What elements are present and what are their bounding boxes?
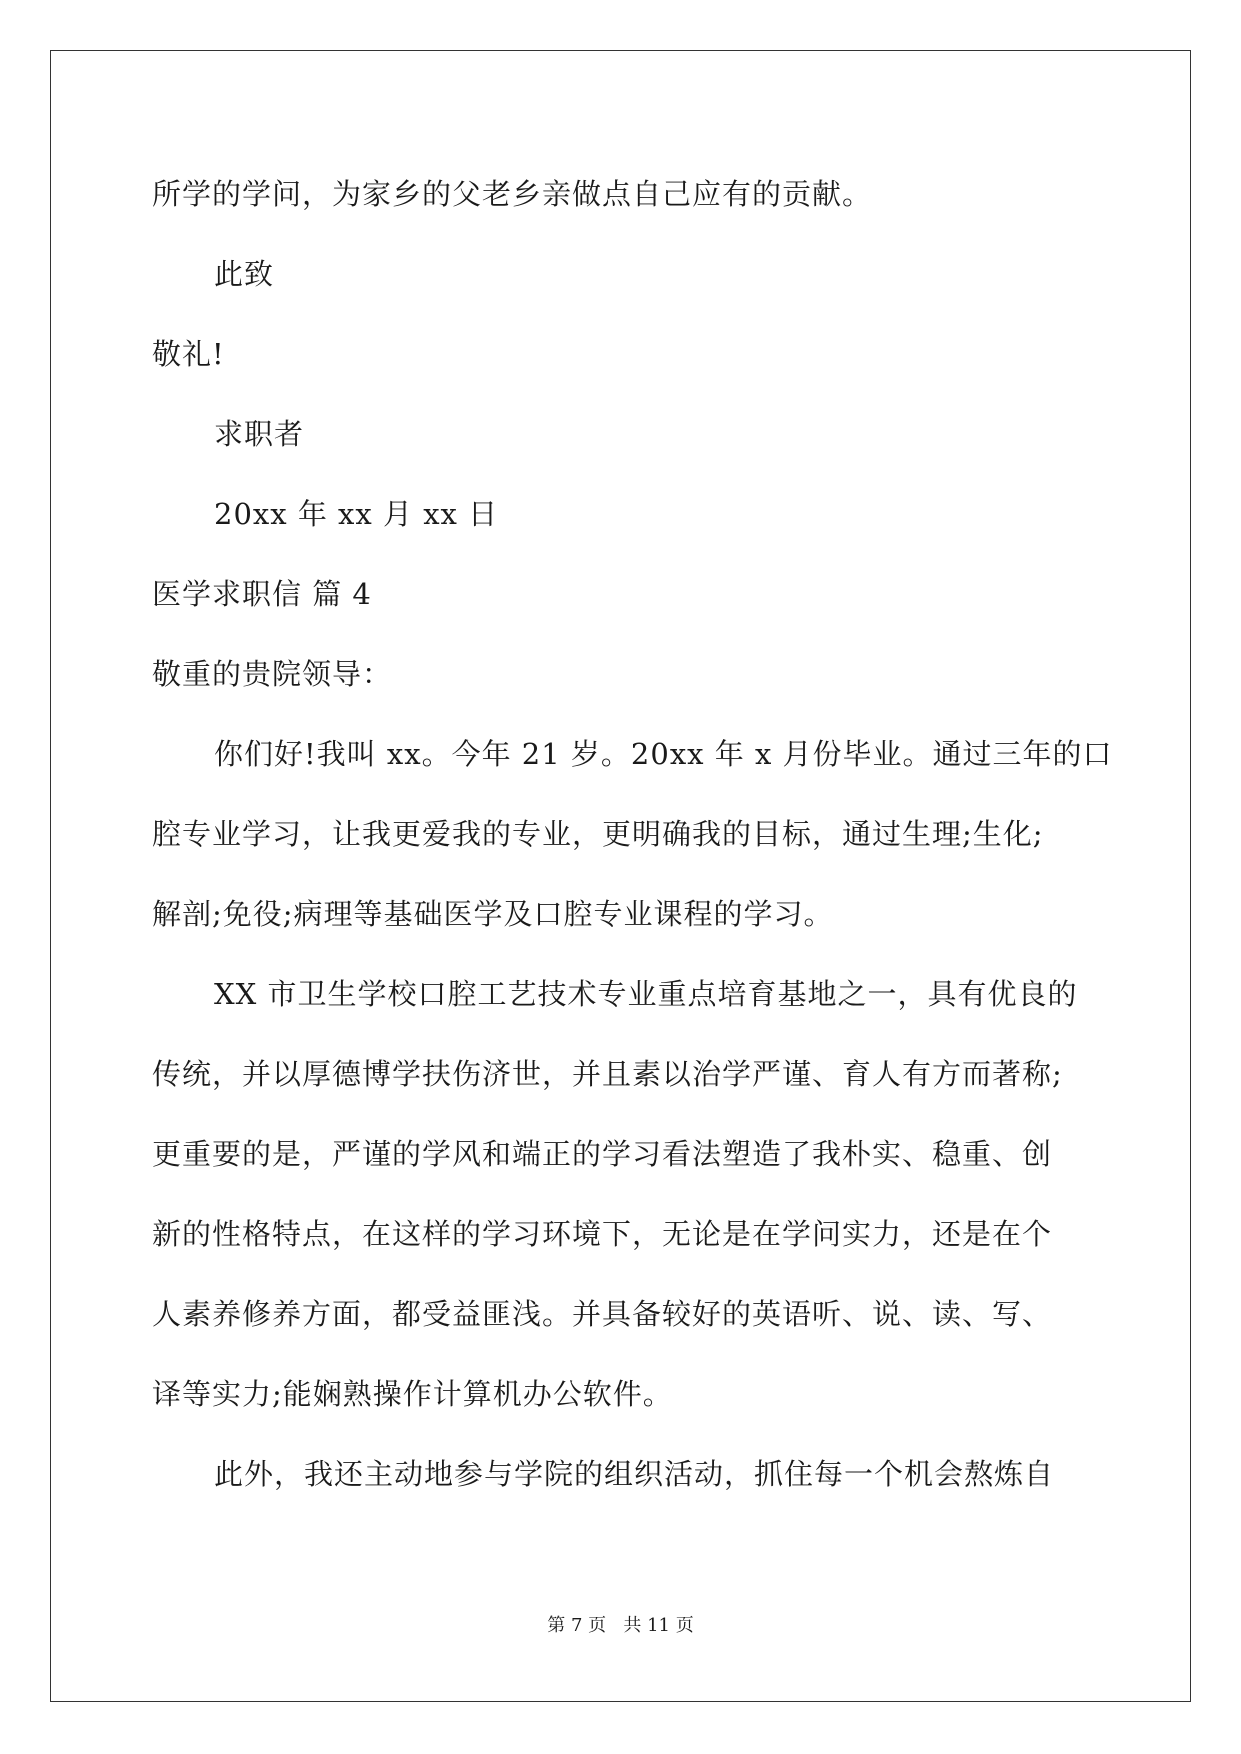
text-line: 人素养修养方面，都受益匪浅。并具备较好的英语听、说、读、写、 xyxy=(152,1297,1053,1331)
signature-label: 求职者 xyxy=(214,417,305,451)
text-line: 此外，我还主动地参与学院的组织活动，抓住每一个机会熬炼自 xyxy=(214,1457,1055,1491)
text-line: XX 市卫生学校口腔工艺技术专业重点培育基地之一，具有优良的 xyxy=(214,977,1078,1011)
page-number-footer: 第 7 页 共 11 页 xyxy=(547,1615,694,1636)
greeting-line: 敬重的贵院领导： xyxy=(152,657,393,691)
salutation-closing: 此致 xyxy=(214,257,275,291)
salutation-respect: 敬礼! xyxy=(152,337,225,371)
text-line: 所学的学问，为家乡的父老乡亲做点自己应有的贡献。 xyxy=(152,177,873,211)
text-line: 腔专业学习，让我更爱我的专业，更明确我的目标，通过生理;生化; xyxy=(152,817,1044,851)
text-line: 你们好!我叫 xx。今年 21 岁。20xx 年 x 月份毕业。通过三年的口 xyxy=(214,737,1113,771)
text-line: 解剖;免役;病理等基础医学及口腔专业课程的学习。 xyxy=(152,897,834,931)
text-line: 新的性格特点，在这样的学习环境下，无论是在学问实力，还是在个 xyxy=(152,1217,1053,1251)
text-line: 传统，并以厚德博学扶伤济世，并且素以治学严谨、育人有方而著称; xyxy=(152,1057,1063,1091)
text-line: 译等实力;能娴熟操作计算机办公软件。 xyxy=(152,1377,673,1411)
date-line: 20xx 年 xx 月 xx 日 xyxy=(214,497,499,531)
text-line: 更重要的是，严谨的学风和端正的学习看法塑造了我朴实、稳重、创 xyxy=(152,1137,1053,1171)
section-heading: 医学求职信 篇 4 xyxy=(152,577,372,611)
